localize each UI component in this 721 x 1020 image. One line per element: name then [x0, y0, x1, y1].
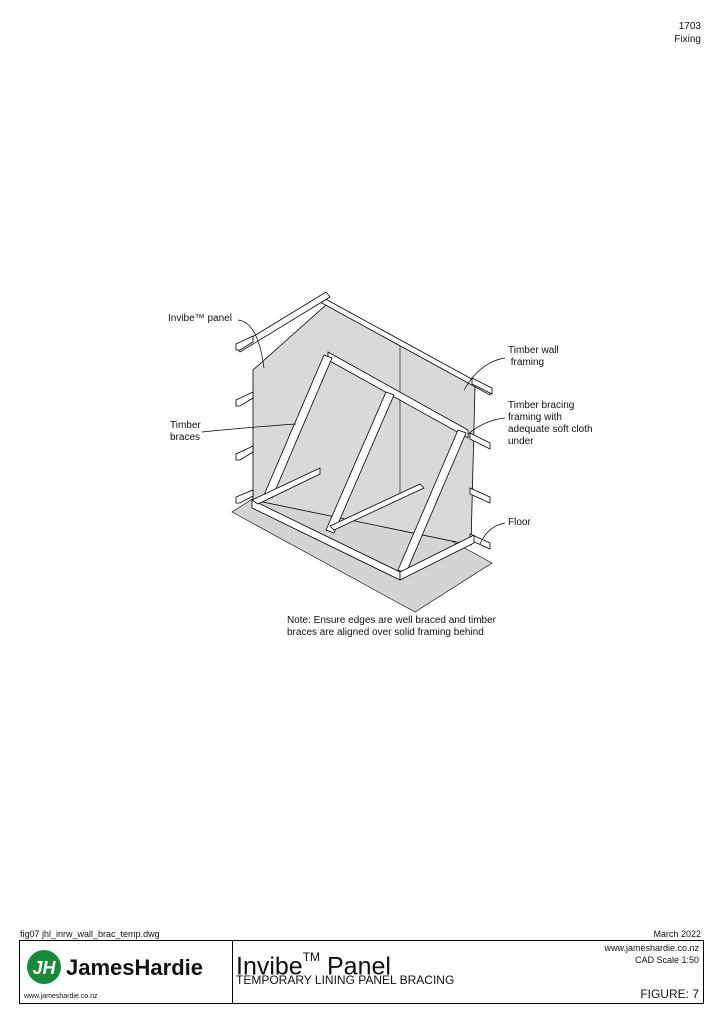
- logo-monogram: JH: [32, 958, 56, 978]
- drawing-subtitle: TEMPORARY LINING PANEL BRACING: [236, 973, 455, 987]
- file-name: fig07 jhl_inrw_wall_brac_temp.dwg: [20, 929, 160, 939]
- label-wall-framing: Timber wall framing: [508, 345, 559, 368]
- nog-stubs-left: [236, 336, 253, 503]
- title-divider: [232, 941, 233, 1003]
- label-floor: Floor: [508, 517, 531, 528]
- logo-wordmark: JamesHardie: [66, 955, 203, 980]
- title-block: [19, 940, 704, 1004]
- section-name: Fixing: [674, 34, 701, 45]
- product-suffix: Panel: [327, 952, 391, 981]
- figure-number: FIGURE: 7: [640, 987, 699, 1001]
- note-text: Note: Ensure edges are well braced and timber braces are aligned over solid framing behind: [287, 615, 497, 638]
- jameshardie-logo: [24, 947, 229, 987]
- website-small: www.jameshardie.co.nz: [24, 993, 98, 1000]
- document-number: 1703: [678, 21, 701, 32]
- label-panel: Invibe™ panel: [168, 313, 232, 324]
- issue-date: March 2022: [653, 929, 701, 939]
- label-timber-braces: Timber braces: [170, 420, 201, 443]
- trademark: TM: [302, 950, 321, 964]
- product-name: Invibe: [236, 952, 303, 981]
- label-bracing-framing: Timber bracing framing with adequate soft cloth under: [508, 400, 593, 447]
- cad-scale: CAD Scale 1:50: [634, 955, 699, 965]
- website: www.jameshardie.co.nz: [604, 943, 699, 953]
